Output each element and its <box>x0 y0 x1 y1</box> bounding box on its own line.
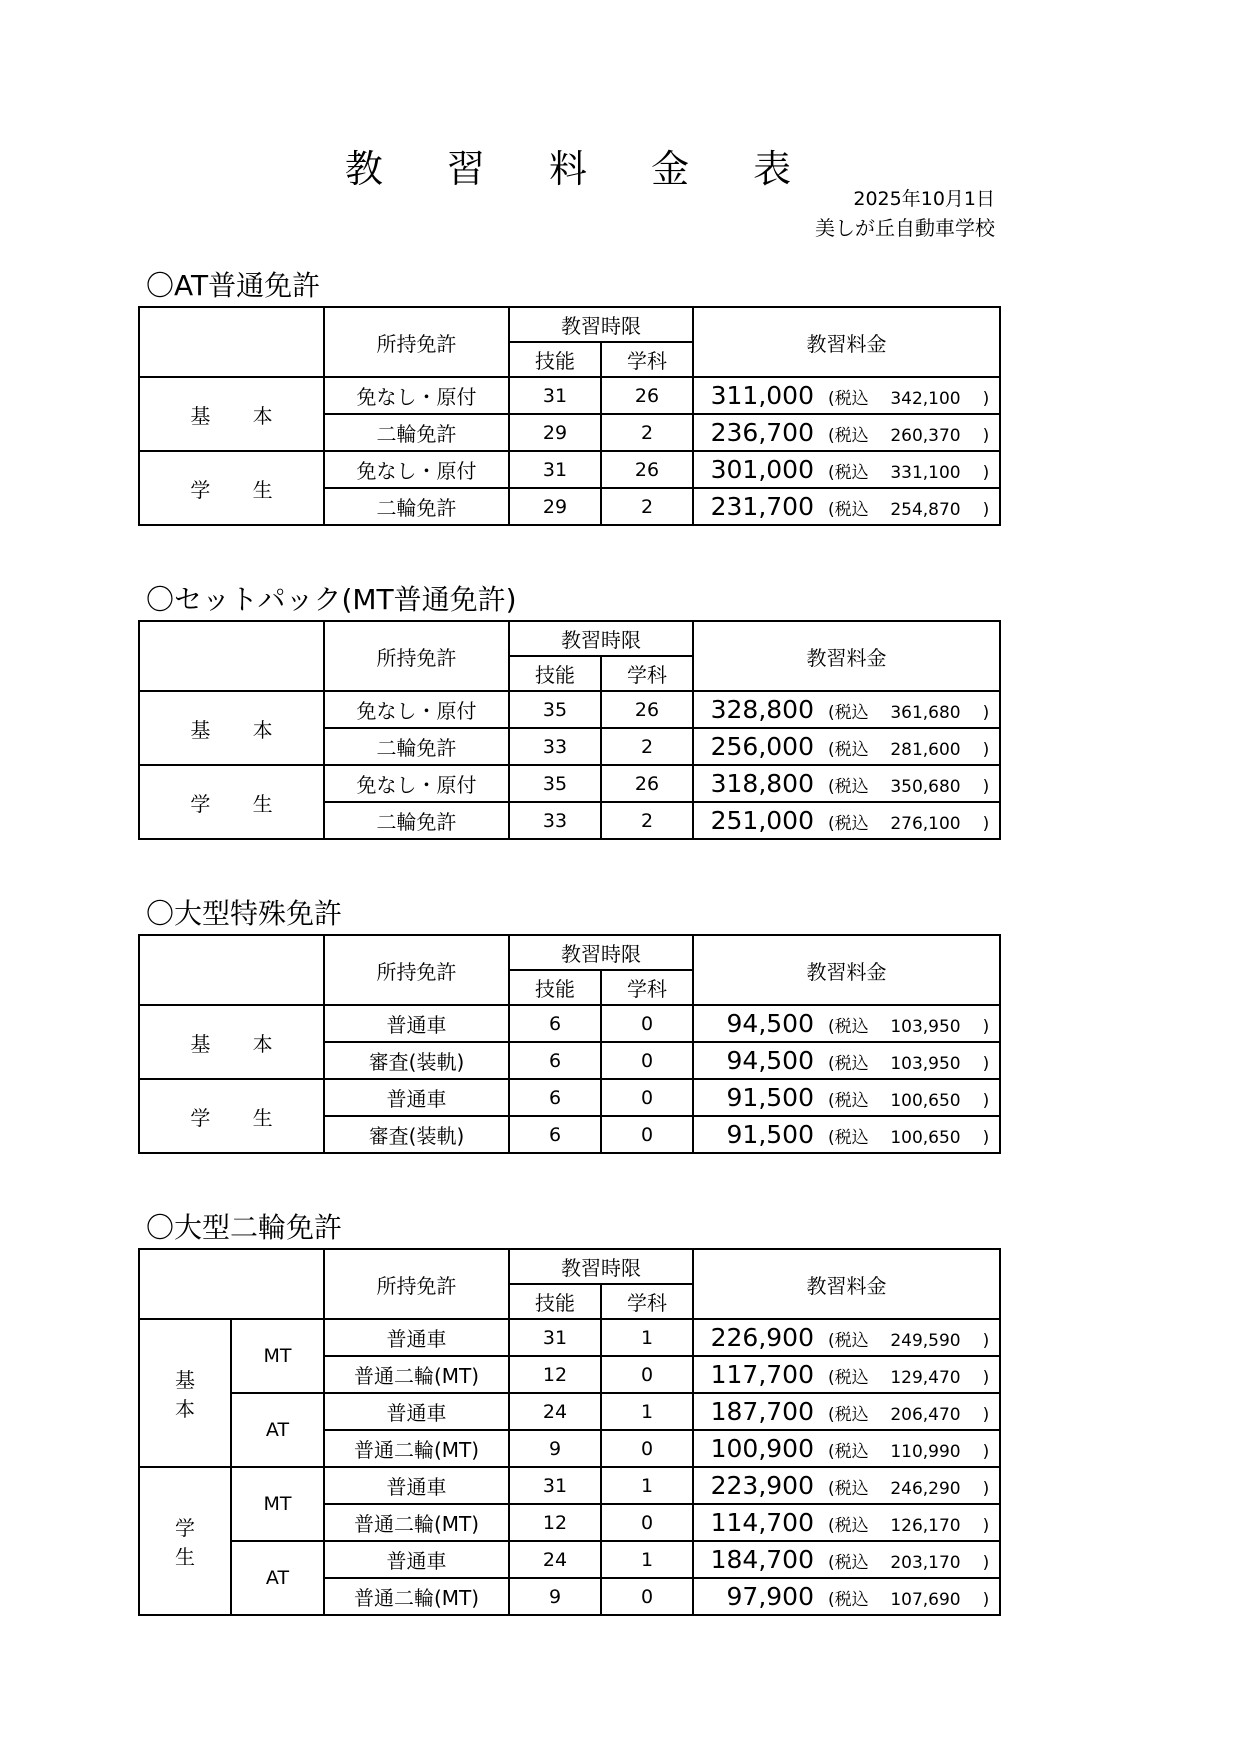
header-skill: 技能 <box>509 656 601 691</box>
tax-label: (税込 <box>828 1091 869 1111</box>
fee-amount: 223,900 <box>710 1471 814 1500</box>
theory-cell: 0 <box>601 1578 693 1615</box>
header-fee: 教習料金 <box>693 1249 1000 1319</box>
theory-cell: 0 <box>601 1430 693 1467</box>
theory-cell: 0 <box>601 1079 693 1116</box>
section-title: 〇セットパック(MT普通免許) <box>146 583 517 616</box>
license-cell: 二輪免許 <box>324 728 509 765</box>
group-student: 学 生 <box>139 1467 231 1615</box>
section-large-special <box>138 894 999 1154</box>
header-license: 所持免許 <box>324 1249 509 1319</box>
fee-amount: 97,900 <box>726 1582 814 1611</box>
fee-cell <box>693 728 1000 765</box>
section-at-standard <box>138 266 999 526</box>
license-cell: 免なし・原付 <box>324 765 509 802</box>
fee-amount: 231,700 <box>710 492 814 521</box>
transmission-at: AT <box>231 1393 324 1467</box>
header-license: 所持免許 <box>324 621 509 691</box>
fee-cell <box>693 802 1000 839</box>
fee-cell <box>693 1319 1000 1356</box>
skill-cell: 31 <box>509 377 601 414</box>
tax-label: (税込 <box>828 500 869 520</box>
tax-close: ) <box>982 1442 990 1462</box>
fee-cell <box>693 1079 1000 1116</box>
tax-amount: 260,370 <box>890 426 961 446</box>
header-license: 所持免許 <box>324 307 509 377</box>
fee-cell <box>693 377 1000 414</box>
group-basic: 基 本 <box>139 691 324 765</box>
fee-amount: 318,800 <box>710 769 814 798</box>
fee-amount: 226,900 <box>710 1323 814 1352</box>
transmission-at: AT <box>231 1541 324 1615</box>
skill-cell: 29 <box>509 488 601 525</box>
table-row <box>139 1319 1000 1356</box>
fee-cell <box>693 1116 1000 1153</box>
group-basic: 基 本 <box>139 1005 324 1079</box>
section-large-motorcycle <box>138 1208 999 1616</box>
fee-cell <box>693 1356 1000 1393</box>
fee-cell <box>693 1541 1000 1578</box>
section-title: 〇大型特殊免許 <box>146 897 343 930</box>
tax-close: ) <box>982 426 990 446</box>
tax-amount: 281,600 <box>890 740 961 760</box>
fee-cell <box>693 691 1000 728</box>
tax-amount: 276,100 <box>890 814 961 834</box>
theory-cell: 1 <box>601 1541 693 1578</box>
theory-cell: 0 <box>601 1042 693 1079</box>
skill-cell: 6 <box>509 1005 601 1042</box>
header-blank <box>139 307 324 377</box>
tax-amount: 342,100 <box>890 389 961 409</box>
license-cell: 免なし・原付 <box>324 451 509 488</box>
header-hours: 教習時限 <box>509 1249 693 1284</box>
theory-cell: 0 <box>601 1005 693 1042</box>
group-basic: 基 本 <box>139 1319 231 1467</box>
fee-amount: 311,000 <box>710 381 814 410</box>
tax-amount: 249,590 <box>890 1331 961 1351</box>
license-cell: 普通車 <box>324 1079 509 1116</box>
tax-close: ) <box>982 1091 990 1111</box>
header-blank <box>139 935 324 1005</box>
skill-cell: 9 <box>509 1430 601 1467</box>
fee-amount: 301,000 <box>710 455 814 484</box>
license-cell: 二輪免許 <box>324 488 509 525</box>
fee-cell <box>693 1504 1000 1541</box>
fee-amount: 184,700 <box>710 1545 814 1574</box>
skill-cell: 35 <box>509 765 601 802</box>
fee-amount: 328,800 <box>710 695 814 724</box>
skill-cell: 31 <box>509 1319 601 1356</box>
skill-cell: 12 <box>509 1504 601 1541</box>
tax-close: ) <box>982 1590 990 1610</box>
fee-cell <box>693 1578 1000 1615</box>
license-cell: 普通二輪(MT) <box>324 1356 509 1393</box>
fee-amount: 114,700 <box>710 1508 814 1537</box>
header-hours: 教習時限 <box>509 935 693 970</box>
fee-amount: 100,900 <box>710 1434 814 1463</box>
skill-cell: 6 <box>509 1079 601 1116</box>
fee-amount: 187,700 <box>710 1397 814 1426</box>
fee-cell <box>693 451 1000 488</box>
tax-label: (税込 <box>828 463 869 483</box>
tax-label: (税込 <box>828 777 869 797</box>
section-title: 〇AT普通免許 <box>146 269 321 302</box>
theory-cell: 2 <box>601 488 693 525</box>
tax-label: (税込 <box>828 1405 869 1425</box>
tax-close: ) <box>982 740 990 760</box>
skill-cell: 33 <box>509 802 601 839</box>
license-cell: 普通車 <box>324 1393 509 1430</box>
license-cell: 普通二輪(MT) <box>324 1504 509 1541</box>
fee-amount: 117,700 <box>710 1360 814 1389</box>
tax-close: ) <box>982 1054 990 1074</box>
skill-cell: 6 <box>509 1116 601 1153</box>
skill-cell: 31 <box>509 1467 601 1504</box>
license-cell: 二輪免許 <box>324 802 509 839</box>
header-theory: 学科 <box>601 342 693 377</box>
tax-label: (税込 <box>828 1590 869 1610</box>
header-skill: 技能 <box>509 1284 601 1319</box>
license-cell: 普通車 <box>324 1467 509 1504</box>
tax-amount: 100,650 <box>890 1128 961 1148</box>
tax-label: (税込 <box>828 1442 869 1462</box>
fee-cell <box>693 488 1000 525</box>
license-cell: 審査(装軌) <box>324 1042 509 1079</box>
theory-cell: 26 <box>601 691 693 728</box>
header-hours: 教習時限 <box>509 307 693 342</box>
tax-amount: 103,950 <box>890 1017 961 1037</box>
theory-cell: 26 <box>601 377 693 414</box>
license-cell: 免なし・原付 <box>324 377 509 414</box>
tax-label: (税込 <box>828 740 869 760</box>
tax-label: (税込 <box>828 426 869 446</box>
tax-amount: 350,680 <box>890 777 961 797</box>
header-blank <box>139 621 324 691</box>
fee-amount: 94,500 <box>726 1009 814 1038</box>
tax-label: (税込 <box>828 1368 869 1388</box>
tax-close: ) <box>982 814 990 834</box>
tax-close: ) <box>982 1368 990 1388</box>
fee-table <box>138 934 1001 1154</box>
transmission-mt: MT <box>231 1467 324 1541</box>
fee-cell <box>693 1393 1000 1430</box>
tax-amount: 129,470 <box>890 1368 961 1388</box>
skill-cell: 24 <box>509 1541 601 1578</box>
tax-label: (税込 <box>828 703 869 723</box>
tax-close: ) <box>982 1017 990 1037</box>
license-cell: 免なし・原付 <box>324 691 509 728</box>
fee-cell <box>693 1430 1000 1467</box>
fee-table <box>138 306 1001 526</box>
fee-cell <box>693 765 1000 802</box>
tax-close: ) <box>982 1553 990 1573</box>
table-row <box>139 1079 1000 1116</box>
tax-close: ) <box>982 1516 990 1536</box>
tax-amount: 107,690 <box>890 1590 961 1610</box>
license-cell: 普通車 <box>324 1541 509 1578</box>
table-row <box>139 451 1000 488</box>
tax-amount: 246,290 <box>890 1479 961 1499</box>
fee-table <box>138 620 1001 840</box>
fee-cell <box>693 1042 1000 1079</box>
theory-cell: 2 <box>601 802 693 839</box>
theory-cell: 2 <box>601 728 693 765</box>
fee-amount: 251,000 <box>710 806 814 835</box>
skill-cell: 6 <box>509 1042 601 1079</box>
skill-cell: 33 <box>509 728 601 765</box>
group-student: 学 生 <box>139 1079 324 1153</box>
tax-amount: 361,680 <box>890 703 961 723</box>
header-theory: 学科 <box>601 970 693 1005</box>
header-fee: 教習料金 <box>693 307 1000 377</box>
header-theory: 学科 <box>601 1284 693 1319</box>
fee-amount: 94,500 <box>726 1046 814 1075</box>
table-row <box>139 377 1000 414</box>
tax-amount: 203,170 <box>890 1553 961 1573</box>
issue-date: 2025年10月1日 <box>853 188 995 210</box>
tax-label: (税込 <box>828 1054 869 1074</box>
license-cell: 普通二輪(MT) <box>324 1430 509 1467</box>
tax-amount: 100,650 <box>890 1091 961 1111</box>
fee-amount: 236,700 <box>710 418 814 447</box>
fee-amount: 256,000 <box>710 732 814 761</box>
tax-label: (税込 <box>828 1553 869 1573</box>
transmission-mt: MT <box>231 1319 324 1393</box>
tax-close: ) <box>982 777 990 797</box>
skill-cell: 24 <box>509 1393 601 1430</box>
fee-cell <box>693 1467 1000 1504</box>
theory-cell: 1 <box>601 1467 693 1504</box>
tax-amount: 331,100 <box>890 463 961 483</box>
table-row <box>139 1541 1000 1578</box>
fee-cell <box>693 414 1000 451</box>
theory-cell: 0 <box>601 1116 693 1153</box>
header-fee: 教習料金 <box>693 935 1000 1005</box>
tax-close: ) <box>982 500 990 520</box>
skill-cell: 9 <box>509 1578 601 1615</box>
theory-cell: 1 <box>601 1393 693 1430</box>
header-skill: 技能 <box>509 970 601 1005</box>
fee-cell <box>693 1005 1000 1042</box>
license-cell: 二輪免許 <box>324 414 509 451</box>
tax-label: (税込 <box>828 1516 869 1536</box>
header-theory: 学科 <box>601 656 693 691</box>
tax-amount: 126,170 <box>890 1516 961 1536</box>
header-blank <box>139 1249 324 1319</box>
table-row <box>139 1393 1000 1430</box>
tax-close: ) <box>982 703 990 723</box>
tax-label: (税込 <box>828 1479 869 1499</box>
tax-label: (税込 <box>828 1017 869 1037</box>
tax-amount: 254,870 <box>890 500 961 520</box>
section-set-pack <box>138 580 999 840</box>
license-cell: 普通車 <box>324 1005 509 1042</box>
header-skill: 技能 <box>509 342 601 377</box>
table-row <box>139 765 1000 802</box>
header-hours: 教習時限 <box>509 621 693 656</box>
skill-cell: 35 <box>509 691 601 728</box>
page-title: 教 習 料 金 表 <box>344 147 818 191</box>
tax-close: ) <box>982 1405 990 1425</box>
section-title: 〇大型二輪免許 <box>146 1211 343 1244</box>
theory-cell: 26 <box>601 765 693 802</box>
table-row <box>139 1467 1000 1504</box>
tax-amount: 206,470 <box>890 1405 961 1425</box>
group-basic: 基 本 <box>139 377 324 451</box>
tax-close: ) <box>982 389 990 409</box>
theory-cell: 2 <box>601 414 693 451</box>
theory-cell: 1 <box>601 1319 693 1356</box>
license-cell: 普通二輪(MT) <box>324 1578 509 1615</box>
theory-cell: 0 <box>601 1356 693 1393</box>
tax-close: ) <box>982 1331 990 1351</box>
tax-close: ) <box>982 463 990 483</box>
header-license: 所持免許 <box>324 935 509 1005</box>
theory-cell: 0 <box>601 1504 693 1541</box>
skill-cell: 12 <box>509 1356 601 1393</box>
tax-amount: 103,950 <box>890 1054 961 1074</box>
fee-table <box>138 1248 1001 1616</box>
tax-label: (税込 <box>828 389 869 409</box>
license-cell: 審査(装軌) <box>324 1116 509 1153</box>
tax-close: ) <box>982 1479 990 1499</box>
school-name: 美しが丘自動車学校 <box>815 216 995 240</box>
tax-label: (税込 <box>828 814 869 834</box>
tax-label: (税込 <box>828 1128 869 1148</box>
group-student: 学 生 <box>139 765 324 839</box>
table-row <box>139 1005 1000 1042</box>
fee-amount: 91,500 <box>726 1083 814 1112</box>
group-student: 学 生 <box>139 451 324 525</box>
theory-cell: 26 <box>601 451 693 488</box>
license-cell: 普通車 <box>324 1319 509 1356</box>
header-fee: 教習料金 <box>693 621 1000 691</box>
tax-amount: 110,990 <box>890 1442 961 1462</box>
skill-cell: 31 <box>509 451 601 488</box>
skill-cell: 29 <box>509 414 601 451</box>
tax-label: (税込 <box>828 1331 869 1351</box>
fee-amount: 91,500 <box>726 1120 814 1149</box>
table-row <box>139 691 1000 728</box>
tax-close: ) <box>982 1128 990 1148</box>
